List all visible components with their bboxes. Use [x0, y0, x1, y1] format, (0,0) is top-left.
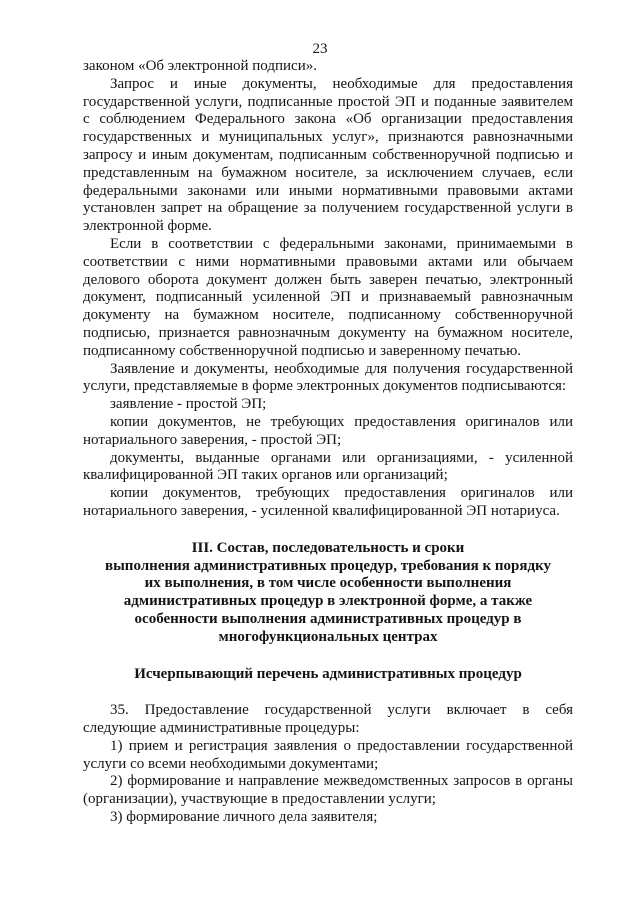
- list-item-procedure-3: 3) формирование личного дела заявителя;: [110, 809, 378, 826]
- section-heading-line: их выполнения, в том числе особенности выполнения: [144, 575, 512, 592]
- paragraph-simple-signature-equivalence: Запрос и иные документы, необходимые для предоставления государственной услуги, подписанные простой ЭП и поданные заявителем с соблюдением Федерального закона «Об организации предоставления государственных и муниципальных услуг», признаются равнозначными запросу и иным документам, подписанным собственноручной подписью и представленным на бумажном носителе, за исключением случаев, если федеральными законами или иными нормативными правовыми актами установлен запрет на обращение за получением государственной услуги в электронной форме.: [83, 75, 573, 235]
- list-item-issued-documents: документы, выданные органами или организациями, - усиленной квалифицированной ЭП таких органов или организаций;: [83, 449, 573, 484]
- page-body: [83, 58, 573, 827]
- list-item-copies-notary: копии документов, требующих предоставления оригиналов или нотариального заверения, - усиленной квалифицированной ЭП нотариуса.: [83, 485, 573, 519]
- section-heading-line: многофункциональных центрах: [218, 628, 438, 645]
- list-item-application: заявление - простой ЭП;: [110, 396, 267, 413]
- section-heading-line: выполнения административных процедур, требования к порядку: [105, 557, 551, 574]
- list-item-copies-no-originals: копии документов, не требующих предоставления оригиналов или нотариального заверения, - простой ЭП;: [83, 413, 573, 448]
- section-heading-line: административных процедур в электронной форме, а также: [123, 593, 533, 610]
- page-number: 23: [312, 41, 328, 57]
- paragraph-procedures-intro: 35. Предоставление государственной услуги включает в себя следующие административные процедуры:: [83, 702, 573, 737]
- section-heading: [83, 540, 573, 647]
- paragraph-law-reference: законом «Об электронной подписи».: [83, 58, 317, 74]
- paragraph-enhanced-signature-seal: Если в соответствии с федеральными законами, принимаемыми в соответствии с ними нормативными правовыми актами или обычаем делового оборота документ должен быть заверен печатью, электронный документ, подписанный усиленной ЭП и признаваемый равнозначным документу на бумажном носителе, подписанному собственноручной подписью, признается равнозначным документу на бумажном носителе, подписанному собственноручной подписью и заверенному печатью.: [83, 235, 573, 359]
- list-item-procedure-2: 2) формирование и направление межведомственных запросов в органы (организации), участвующие в предоставлении услуги;: [83, 773, 573, 808]
- paragraph-signing-rules-intro: Заявление и документы, необходимые для получения государственной услуги, представляемые в форме электронных документов подписываются:: [83, 360, 573, 395]
- section-heading-line: III. Состав, последовательность и сроки: [191, 539, 465, 556]
- subsection-heading: Исчерпывающий перечень административных процедур: [134, 665, 522, 682]
- list-item-procedure-1: 1) прием и регистрация заявления о предоставлении государственной услуги со всеми необходимыми документами;: [83, 737, 573, 772]
- spacer: [83, 683, 573, 702]
- section-heading-line: особенности выполнения административных процедур в: [134, 610, 522, 627]
